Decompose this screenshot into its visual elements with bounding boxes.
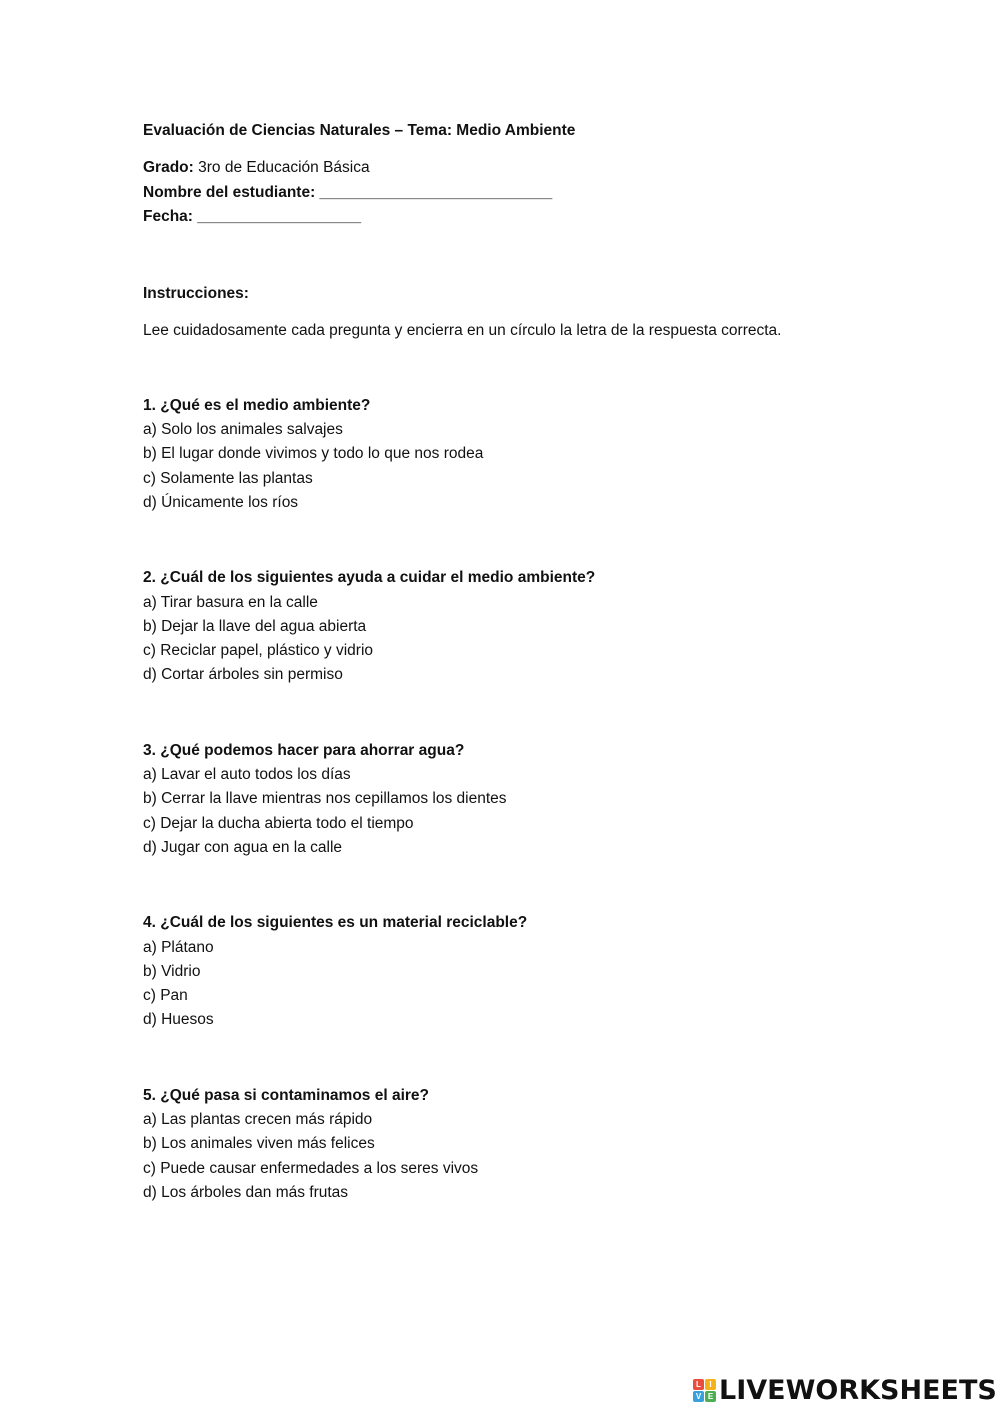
answer-option[interactable]: b) Vidrio — [143, 962, 201, 980]
answer-option[interactable]: c) Dejar la ducha abierta todo el tiempo — [143, 814, 414, 832]
worksheet-page — [143, 119, 903, 1205]
answer-option[interactable]: d) Jugar con agua en la calle — [143, 838, 343, 856]
nombre-label: Nombre del estudiante: — [143, 183, 316, 201]
fecha-line — [143, 205, 903, 229]
fecha-blank[interactable]: ___________________ — [192, 207, 362, 225]
grado-label: Grado: — [143, 159, 194, 177]
answer-option[interactable]: b) El lugar donde vivimos y todo lo que nos rodea — [143, 445, 484, 463]
logo-mark-letter: I — [705, 1379, 716, 1390]
answer-option[interactable]: c) Puede causar enfermedades a los seres vivos — [143, 1159, 479, 1177]
logo-mark-icon — [693, 1379, 716, 1402]
question-block — [143, 911, 903, 1032]
question-block — [143, 1084, 903, 1205]
question-block — [143, 566, 903, 687]
grado-line — [143, 156, 903, 180]
fecha-label: Fecha: — [143, 207, 193, 225]
question-text: 3. ¿Qué podemos hacer para ahorrar agua? — [143, 741, 465, 759]
answer-option[interactable]: c) Solamente las plantas — [143, 469, 313, 487]
question-text: 1. ¿Qué es el medio ambiente? — [143, 396, 371, 414]
answer-option[interactable]: a) Lavar el auto todos los días — [143, 766, 351, 784]
nombre-blank[interactable]: ___________________________ — [315, 183, 553, 201]
liveworksheets-logo — [693, 1375, 997, 1405]
answer-option[interactable]: d) Únicamente los ríos — [143, 493, 299, 511]
questions-list — [143, 394, 903, 1205]
answer-option[interactable]: d) Cortar árboles sin permiso — [143, 666, 343, 684]
answer-option[interactable]: a) Solo los animales salvajes — [143, 421, 343, 439]
answer-option[interactable]: b) Los animales viven más felices — [143, 1135, 375, 1153]
answer-option[interactable]: c) Reciclar papel, plástico y vidrio — [143, 642, 374, 660]
answer-option[interactable]: d) Huesos — [143, 1011, 214, 1029]
answer-option[interactable]: c) Pan — [143, 987, 188, 1005]
brand-name: LIVEWORKSHEETS — [719, 1374, 997, 1406]
instructions-heading: Instrucciones: — [143, 285, 249, 303]
answer-option[interactable]: a) Las plantas crecen más rápido — [143, 1111, 373, 1129]
answer-option[interactable]: d) Los árboles dan más frutas — [143, 1183, 349, 1201]
grado-value: 3ro de Educación Básica — [193, 159, 370, 177]
nombre-line — [143, 181, 903, 205]
answer-option[interactable]: a) Plátano — [143, 938, 214, 956]
instructions-text: Lee cuidadosamente cada pregunta y encierra en un círculo la letra de la respuesta correcta. — [143, 322, 782, 340]
answer-option[interactable]: a) Tirar basura en la calle — [143, 593, 318, 611]
logo-mark-letter: L — [693, 1379, 704, 1390]
question-block — [143, 739, 903, 860]
logo-mark-letter: V — [693, 1391, 704, 1402]
answer-option[interactable]: b) Dejar la llave del agua abierta — [143, 617, 367, 635]
logo-mark-letter: E — [705, 1391, 716, 1402]
question-text: 2. ¿Cuál de los siguientes ayuda a cuidar el medio ambiente? — [143, 569, 596, 587]
question-text: 5. ¿Qué pasa si contaminamos el aire? — [143, 1086, 429, 1104]
question-block — [143, 394, 903, 515]
page-title: Evaluación de Ciencias Naturales – Tema: Medio Ambiente — [143, 122, 576, 139]
answer-option[interactable]: b) Cerrar la llave mientras nos cepillamos los dientes — [143, 790, 507, 808]
question-text: 4. ¿Cuál de los siguientes es un material reciclable? — [143, 914, 528, 932]
